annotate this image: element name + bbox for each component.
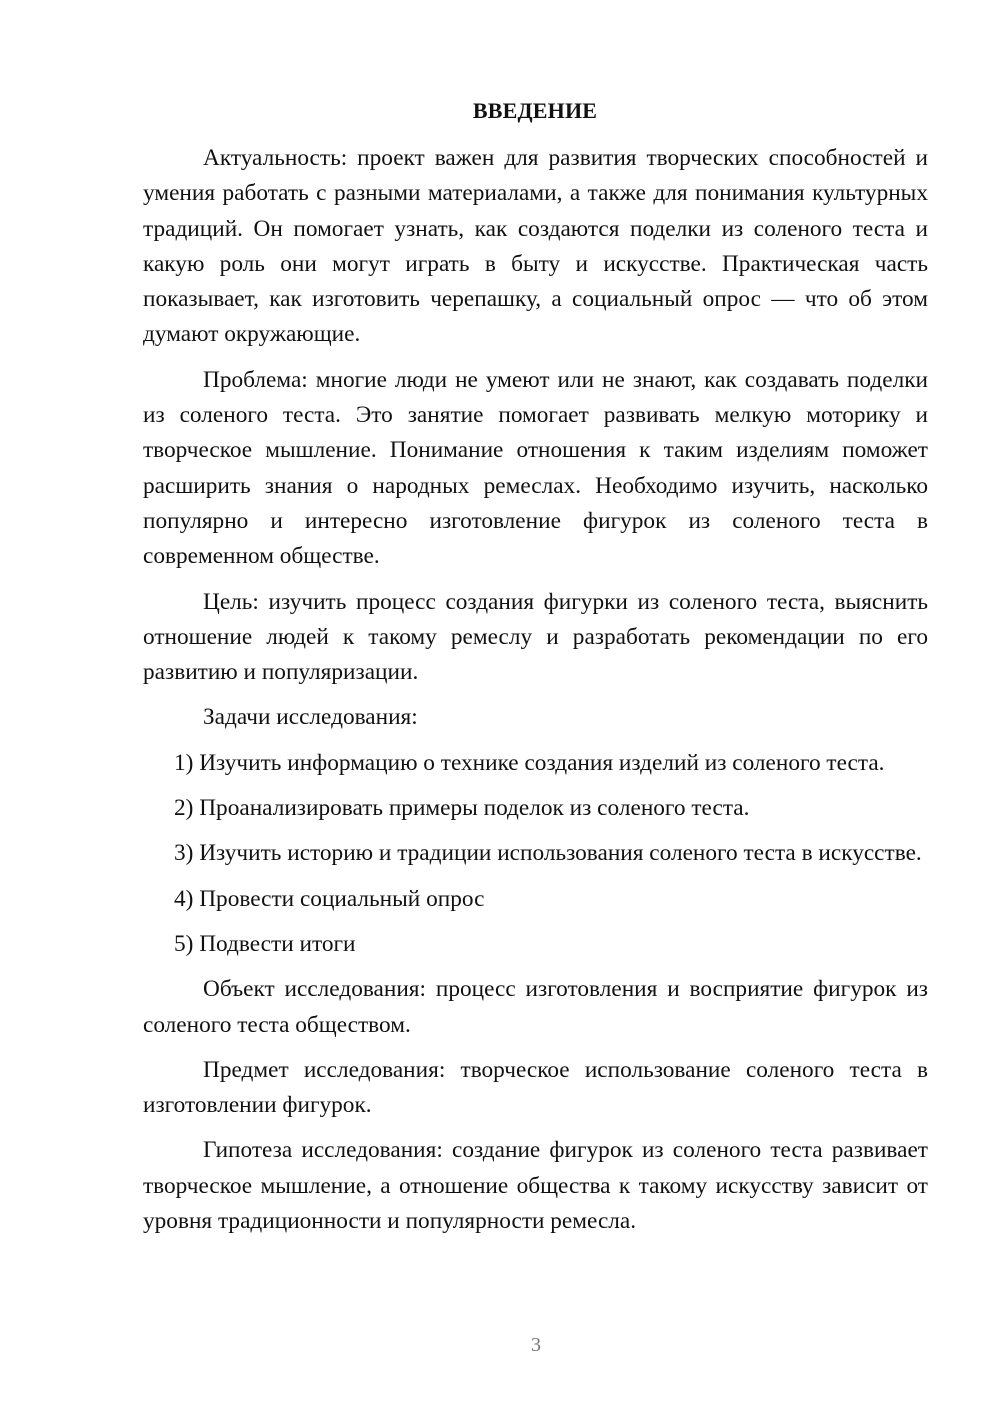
task-item-5: 5) Подвести итоги: [174, 930, 356, 957]
paragraph-problem: Проблема: многие люди не умеют или не знают, как создавать поделки из соленого теста. Это занятие помогает развивать мелкую моторику и творческое мышление. Понимание отношения к таким изделиям поможет расширить знания о народных ремеслах. Необходимо изучить, насколько популярно и интересно изготовление фигурок из соленого теста в современном обществе.: [143, 366, 928, 570]
task-item-1: 1) Изучить информацию о технике создания изделий из соленого теста.: [174, 749, 885, 776]
paragraph-hypothesis: Гипотеза исследования: создание фигурок из соленого теста развивает творческое мышление, а отношение общества к такому искусству зависит от уровня традиционности и популярности ремесла.: [143, 1137, 928, 1235]
paragraph-subject: Предмет исследования: творческое использование соленого теста в изготовлении фигурок.: [143, 1056, 928, 1119]
paragraph-relevance: Актуальность: проект важен для развития творческих способностей и умения работать с разными материалами, а также для понимания культурных традиций. Он помогает узнать, как создаются поделки из соленого теста и какую роль они могут играть в быту и искусстве. Практическая часть показывает, как изготовить черепашку, а социальный опрос — что об этом думают окружающие.: [143, 145, 928, 348]
paragraph-object: Объект исследования: процесс изготовления и восприятие фигурок из соленого теста обществом.: [143, 976, 928, 1038]
tasks-heading: Задачи исследования:: [203, 704, 418, 731]
document-body: [143, 141, 928, 1249]
task-item-2: 2) Проанализировать примеры поделок из соленого теста.: [174, 795, 750, 822]
section-title: ВВЕДЕНИЕ: [472, 98, 598, 123]
task-item-3: 3) Изучить историю и традиции использования соленого теста в искусстве.: [174, 840, 922, 867]
paragraph-goal: Цель: изучить процесс создания фигурки из соленого теста, выяснить отношение людей к такому ремеслу и разработать рекомендации по его развитию и популяризации.: [143, 588, 928, 686]
page-number: 3: [531, 1334, 541, 1356]
task-item-4: 4) Провести социальный опрос: [174, 885, 485, 912]
